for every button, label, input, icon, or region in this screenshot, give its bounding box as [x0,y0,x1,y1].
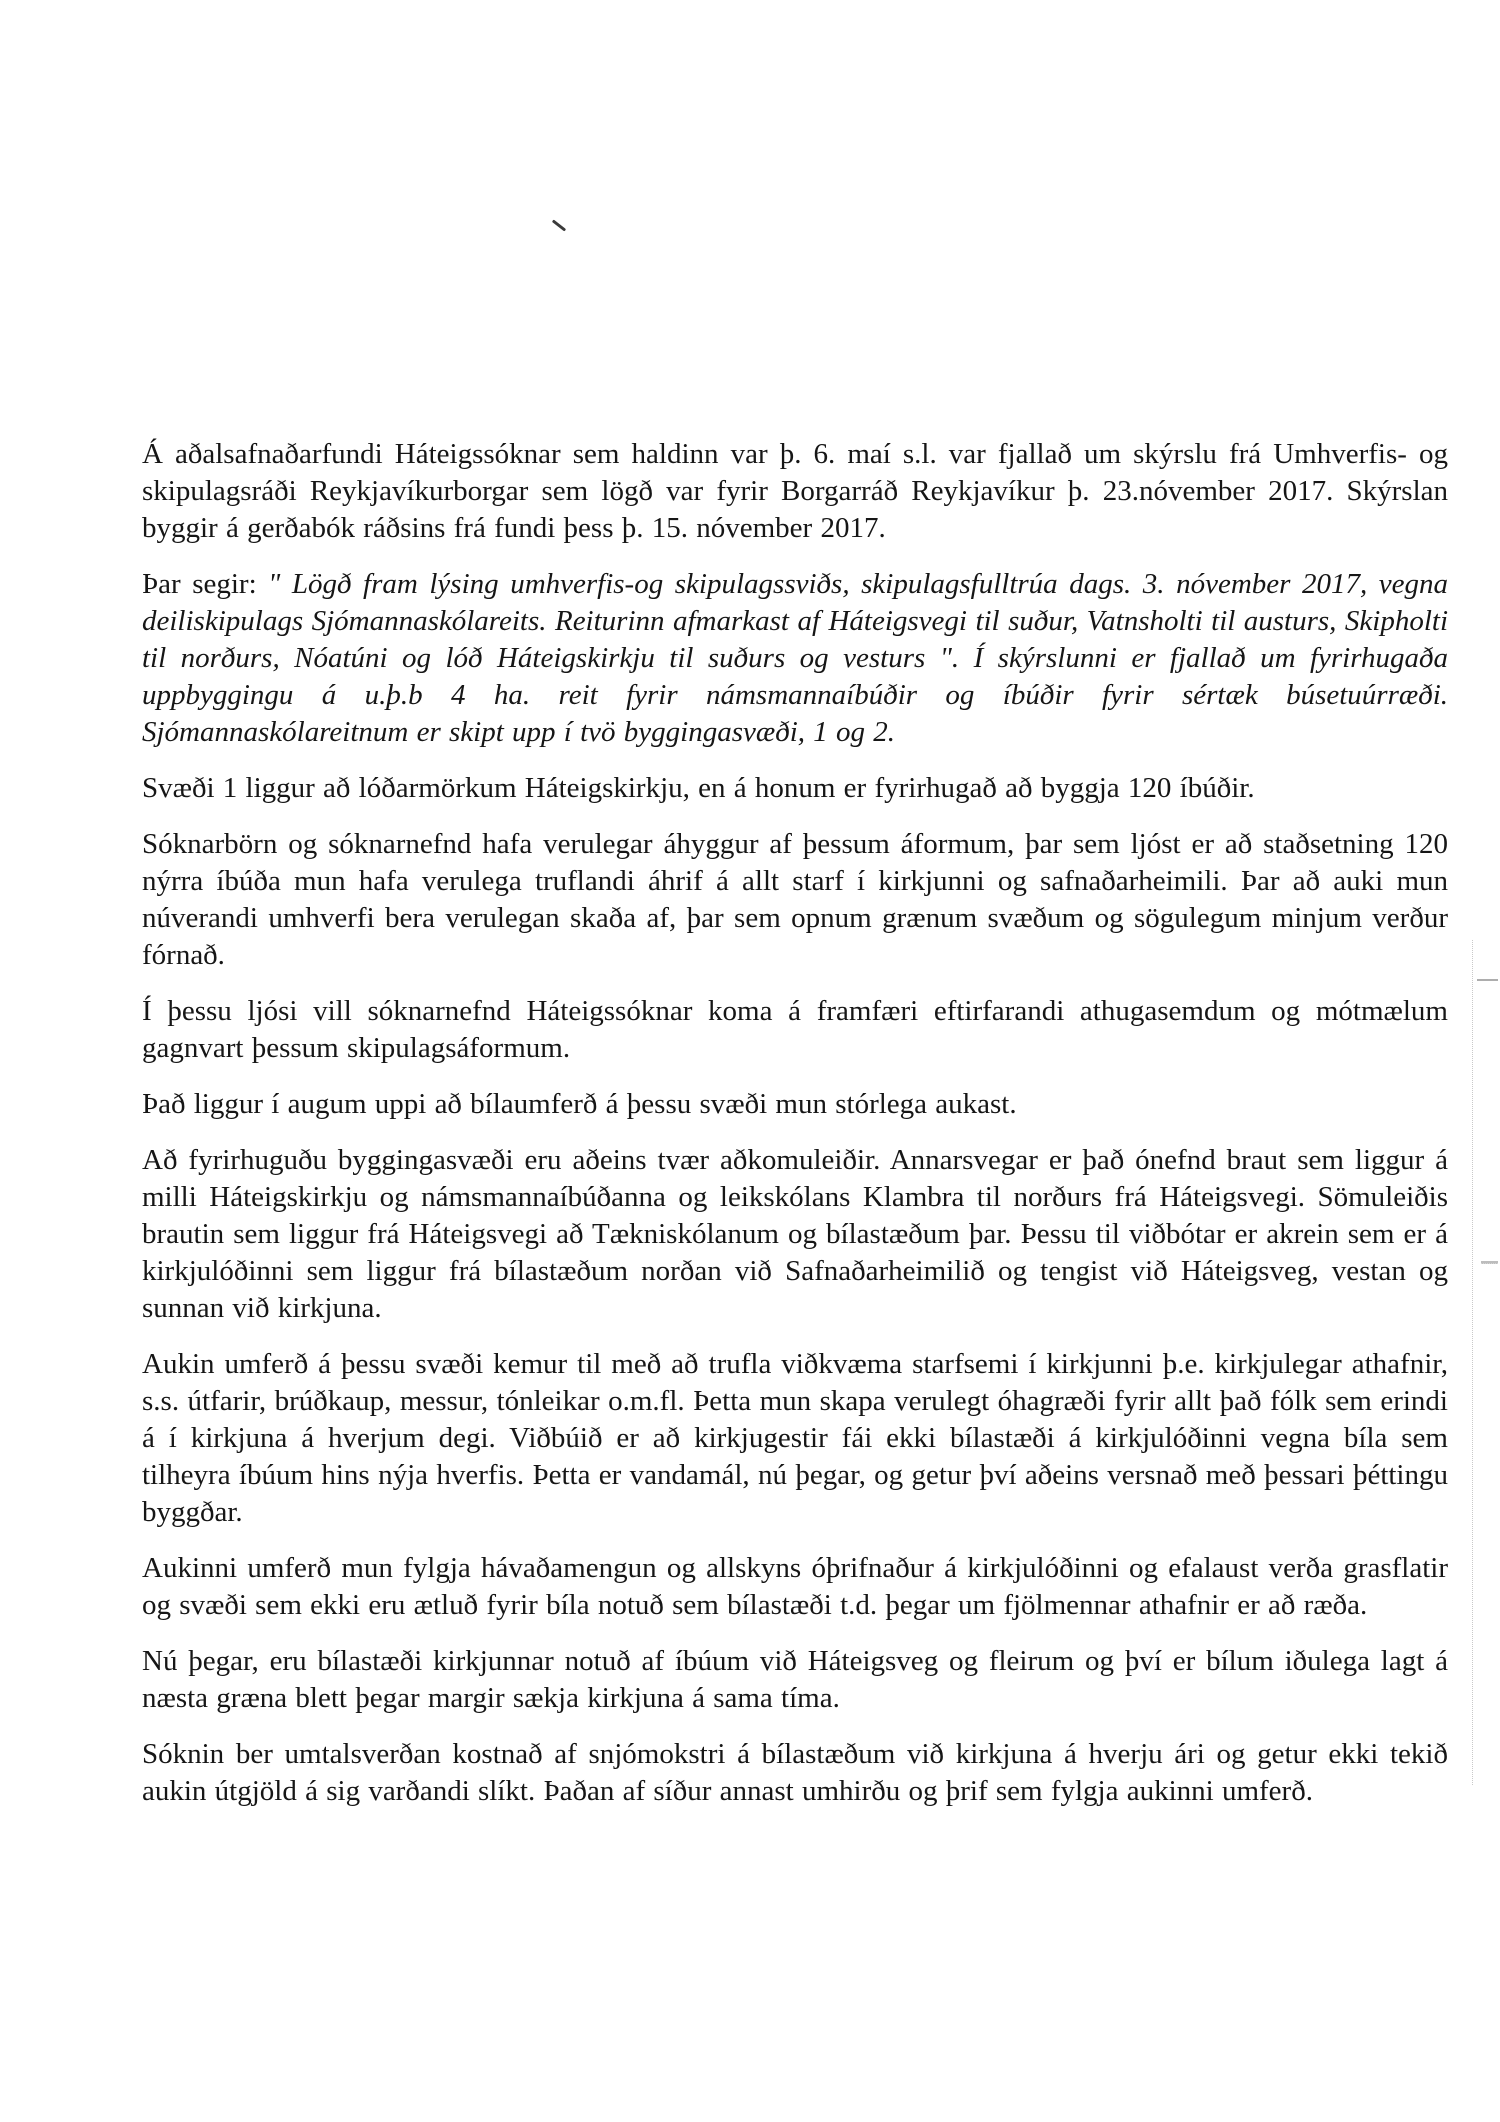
paragraph-concerns: Sóknarbörn og sóknarnefnd hafa verulegar áhyggur af þessum áformum, þar sem ljóst er að staðsetning 120 nýrra íbúða mun hafa verulega truflandi áhrif á allt starf í kirkjunni og safnaðarheimili. Þar að auki mun núverandi umhverfi bera verulegan skaða af, þar sem opnum grænum svæðum og sögulegum minjum verður fórnað. [142,828,1448,971]
paragraph-traffic-increase: Það liggur í augum uppi að bílaumferð á þessu svæði mun stórlega aukast. [142,1088,1017,1120]
paragraph-area1: Svæði 1 liggur að lóðarmörkum Háteigskirkju, en á honum er fyrirhugað að byggja 120 íbúðir. [142,772,1255,804]
paragraph-intro: Á aðalsafnaðarfundi Háteigssóknar sem haldinn var þ. 6. maí s.l. var fjallað um skýrslu frá Umhverfis- og skipulagsráði Reykjavíkurborgar sem lögð var fyrir Borgarráð Reykjavíkur þ. 23.nóvember 2017. Skýrslan byggir á gerðabók ráðsins frá fundi þess þ. 15. nóvember 2017. [142,438,1448,544]
paragraph-church-activities: Aukin umferð á þessu svæði kemur til með að trufla viðkvæma starfsemi í kirkjunni þ.e. kirkjulegar athafnir, s.s. útfarir, brúðkaup, messur, tónleikar o.m.fl. Þetta mun skapa verulegt óhagræði fyrir allt það fólk sem erindi á í kirkjuna á hverjum degi. Viðbúið er að kirkjugestir fái ekki bílastæði á kirkjulóðinni vegna bíla sem tilheyra íbúum hins nýja hverfis. Þetta er vandamál, nú þegar, og getur því aðeins versnað með þessari þéttingu byggðar. [142,1348,1448,1528]
paragraph-parking-usage: Nú þegar, eru bílastæði kirkjunnar notuð af íbúum við Háteigsveg og fleirum og því er bílum iðulega lagt á næsta græna blett þegar margir sækja kirkjuna á sama tíma. [142,1645,1448,1714]
letter-body [142,436,1448,1829]
paragraph-access-routes: Að fyrirhuguðu byggingasvæði eru aðeins tvær aðkomuleiðir. Annarsvegar er það ónefnd braut sem liggur á milli Háteigskirkju og námsmannaíbúðanna og leikskólans Klambra til norðurs frá Háteigsvegi. Sömuleiðis brautin sem liggur frá Háteigsvegi að Tækniskólanum og bílastæðum þar. Þessu til viðbótar er akrein sem er á kirkjulóðinni sem liggur frá bílastæðum norðan við Safnaðarheimilið og tengist við Háteigsveg, vestan og sunnan við kirkjuna. [142,1144,1448,1324]
scan-artifact-diagonal-mark [552,219,566,231]
paragraph-lead-in: Þar segir: [142,568,269,600]
scan-artifact-vertical-line [1472,940,1473,1785]
paragraph-noise-pollution: Aukinni umferð mun fylgja hávaðamengun og allskyns óþrifnaður á kirkjulóðinni og efalaust verða grasflatir og svæði sem ekki eru ætluð fyrir bíla notuð sem bílastæði t.d. þegar um fjölmennar athafnir er að ræða. [142,1552,1448,1621]
scan-artifact-dash [1477,979,1498,981]
paragraph-snow-removal-costs: Sóknin ber umtalsverðan kostnað af snjómokstri á bílastæðum við kirkjuna á hverju ári og getur ekki tekið aukin útgjöld á sig varðandi slíkt. Þaðan af síður annast umhirðu og þrif sem fylgja aukinni umferð. [142,1738,1448,1807]
scan-artifact-dash [1481,1261,1498,1264]
quoted-minutes-text: " Lögð fram lýsing umhverfis-og skipulagssviðs, skipulagsfulltrúa dags. 3. nóvember 2017, vegna deiliskipulags Sjómannaskólareits. Reiturinn afmarkast af Háteigsvegi til suður, Vatnsholti til austurs, Skipholti til norðurs, Nóatúni og lóð Háteigskirkju til suðurs og vesturs ". Í skýrslunni er fjallað um fyrirhugaða uppbyggingu á u.þ.b 4 ha. reit fyrir námsmannaíbúðir og íbúðir fyrir sértæk búsetuúrræði. Sjómannaskólareitnum er skipt upp í tvö byggingasvæði, 1 og 2. [142,568,1448,748]
paragraph-objection-statement: Í þessu ljósi vill sóknarnefnd Háteigssóknar koma á framfæri eftirfarandi athugasemdum og mótmælum gagnvart þessum skipulagsáformum. [142,995,1448,1064]
paragraph-quoted-minutes [142,566,1448,751]
